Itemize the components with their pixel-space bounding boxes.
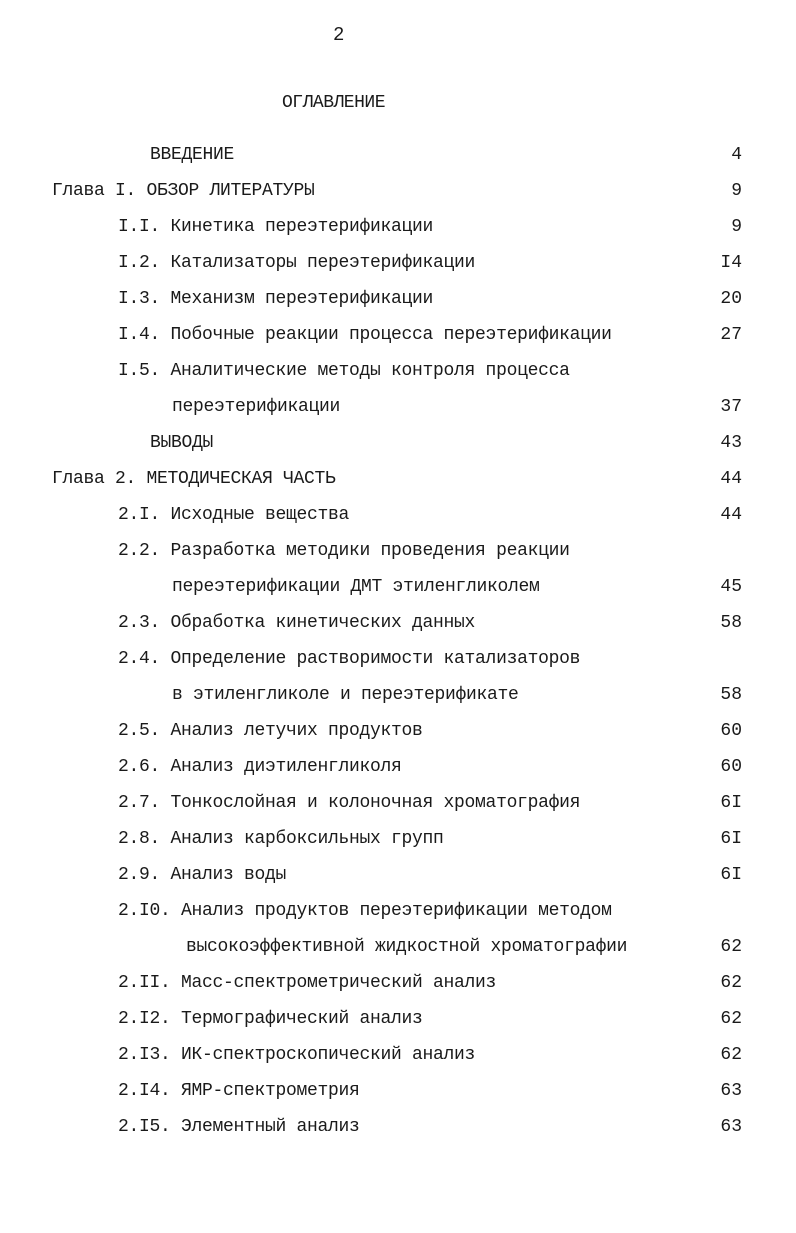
toc-entry-text: 2.9. Анализ воды <box>118 865 287 885</box>
toc-heading: ОГЛАВЛЕНИЕ <box>282 93 386 113</box>
toc-entry-page: 20 <box>720 289 742 309</box>
toc-entry-page: 62 <box>720 1009 742 1029</box>
toc-entry-text: переэтерификации ДМТ этиленгликолем <box>172 577 540 597</box>
toc-entry-text: 2.I0. Анализ продуктов переэтерификации методом <box>118 901 612 921</box>
toc-entry-text: Глава I. ОБЗОР ЛИТЕРАТУРЫ <box>52 181 315 201</box>
toc-entry-page: 63 <box>720 1081 742 1101</box>
toc-entry-page: 45 <box>720 577 742 597</box>
toc-entry-text: Глава 2. МЕТОДИЧЕСКАЯ ЧАСТЬ <box>52 469 336 489</box>
toc-entry-text: 2.5. Анализ летучих продуктов <box>118 721 423 741</box>
toc-entry-text: 2.I3. ИК-спектроскопический анализ <box>118 1045 476 1065</box>
toc-entry-text: 2.7. Тонкослойная и колоночная хроматография <box>118 793 581 813</box>
toc-entry-text: 2.4. Определение растворимости катализаторов <box>118 649 581 669</box>
toc-entry-text: I.5. Аналитические методы контроля процесса <box>118 361 570 381</box>
toc-entry-text: 2.I2. Термографический анализ <box>118 1009 423 1029</box>
toc-entry-page: 58 <box>720 685 742 705</box>
toc-entry-text: 2.2. Разработка методики проведения реакции <box>118 541 570 561</box>
toc-entry-text: 2.3. Обработка кинетических данных <box>118 613 476 633</box>
toc-entry-text: в этиленгликоле и переэтерификате <box>172 685 519 705</box>
toc-entry-page: 60 <box>720 721 742 741</box>
toc-entry-text: I.I. Кинетика переэтерификации <box>118 217 434 237</box>
toc-entry-page: 6I <box>720 865 742 885</box>
toc-entry-page: 27 <box>720 325 742 345</box>
toc-entry-page: 37 <box>720 397 742 417</box>
toc-entry-text: 2.II. Масс-спектрометрический анализ <box>118 973 497 993</box>
toc-entry-page: 9 <box>731 181 742 201</box>
toc-entry-page: 44 <box>720 505 742 525</box>
toc-entry-page: 63 <box>720 1117 742 1137</box>
page-number: 2 <box>333 24 345 46</box>
toc-entry-page: 44 <box>720 469 742 489</box>
toc-entry-page: 6I <box>720 793 742 813</box>
toc-entry-text: 2.I4. ЯМР-спектрометрия <box>118 1081 360 1101</box>
toc-entry-text: высокоэффективной жидкостной хроматографии <box>186 937 628 957</box>
toc-entry-page: 62 <box>720 1045 742 1065</box>
toc-entry-text: переэтерификации <box>172 397 341 417</box>
toc-entry-page: 9 <box>731 217 742 237</box>
toc-entry-text: 2.6. Анализ диэтиленгликоля <box>118 757 402 777</box>
toc-entry-page: 62 <box>720 973 742 993</box>
toc-entry-page: 58 <box>720 613 742 633</box>
toc-entry-text: I.4. Побочные реакции процесса переэтерификации <box>118 325 612 345</box>
toc-entry-page: 6I <box>720 829 742 849</box>
toc-entry-text: ВВЕДЕНИЕ <box>150 145 235 165</box>
toc-entry-page: 62 <box>720 937 742 957</box>
toc-entry-page: I4 <box>720 253 742 273</box>
toc-entry-text: 2.I5. Элементный анализ <box>118 1117 360 1137</box>
toc-entry-page: 4 <box>731 145 742 165</box>
toc-entry-page: 43 <box>720 433 742 453</box>
toc-entry-text: 2.I. Исходные вещества <box>118 505 350 525</box>
toc-entry-text: I.3. Механизм переэтерификации <box>118 289 434 309</box>
toc-entry-page: 60 <box>720 757 742 777</box>
toc-entry-text: 2.8. Анализ карбоксильных групп <box>118 829 444 849</box>
toc-entry-text: I.2. Катализаторы переэтерификации <box>118 253 476 273</box>
toc-entry-text: ВЫВОДЫ <box>150 433 214 453</box>
